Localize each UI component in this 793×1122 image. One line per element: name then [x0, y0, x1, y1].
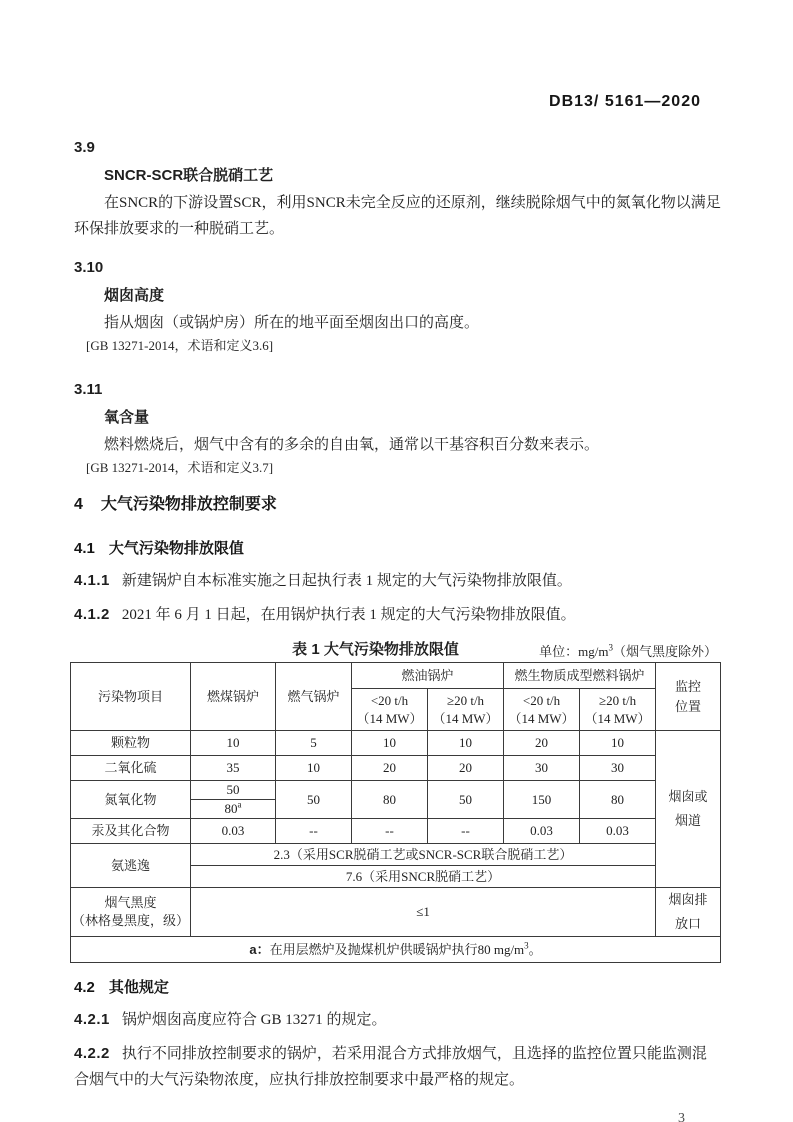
- monitor-flue-cell: [656, 731, 721, 888]
- table-row-blackness: [71, 888, 721, 937]
- clause-number-4-2-2: 4.2.2: [74, 1045, 110, 1062]
- row-label-particulate: 颗粒物: [71, 731, 191, 756]
- section-heading-4-1: [74, 538, 721, 560]
- nox-bio-lt20: 150: [504, 781, 580, 819]
- section-title-4-2: 其他规定: [108, 979, 169, 996]
- term-number-3-9: 3.9: [74, 139, 95, 156]
- term-definition-3-11: 燃料燃烧后，烟气中含有的多余的自由氧，通常以干基容积百分数来表示。: [104, 437, 600, 453]
- unit-prefix: 单位：mg/m: [539, 644, 609, 659]
- ammonia-scr-value: 2.3（采用SCR脱硝工艺或SNCR-SCR联合脱硝工艺）: [191, 844, 656, 866]
- clause-text-4-1-2: 2021 年 6 月 1 日起，在用锅炉执行表 1 规定的大气污染物排放限值。: [121, 607, 576, 623]
- clause-number-4-2-1: 4.2.1: [74, 1011, 110, 1028]
- chapter-title: 大气污染物排放控制要求: [100, 496, 277, 513]
- mercury-bio-ge20: 0.03: [580, 819, 656, 844]
- mercury-coal: 0.03: [191, 819, 276, 844]
- row-label-so2: 二氧化硫: [71, 756, 191, 781]
- unit-superscript: 3: [608, 642, 613, 653]
- section-number-4-2: 4.2: [74, 979, 95, 996]
- table-row-particulate: [71, 731, 721, 756]
- nox-oil-lt20: 80: [352, 781, 428, 819]
- chapter-number: 4: [74, 496, 83, 513]
- footnote-text: 在用层燃炉及抛煤机炉供暖锅炉执行80 mg/m: [269, 941, 525, 957]
- table-footnote: [71, 937, 721, 963]
- blackness-label-line1: 烟气黑度: [104, 895, 157, 910]
- so2-bio-ge20: 30: [580, 756, 656, 781]
- clause-4-1-1: [74, 568, 721, 594]
- col-header-monitor-position: [656, 663, 721, 731]
- page-number: 3: [678, 1111, 685, 1122]
- monitor-flue-label: 烟囱或烟道: [668, 789, 708, 828]
- nox-coal-bottom: [191, 800, 276, 819]
- row-label-nox: 氮氧化物: [71, 781, 191, 819]
- row-label-blackness: [71, 888, 191, 937]
- table-row-ammonia-scr: [71, 844, 721, 866]
- blackness-monitor-cell: [656, 888, 721, 937]
- particulate-oil-ge20: 10: [428, 731, 504, 756]
- col-group-oil-boiler: 燃油锅炉: [352, 663, 504, 689]
- emission-limits-table: [70, 662, 721, 963]
- term-title-3-11: 氧含量: [104, 409, 150, 426]
- col-header-pollutant: 污染物项目: [71, 663, 191, 731]
- lt20-label: <20 t/h: [370, 692, 409, 708]
- so2-gas: 10: [276, 756, 352, 781]
- so2-oil-ge20: 20: [428, 756, 504, 781]
- term-number-3-11: 3.11: [74, 381, 103, 398]
- particulate-bio-lt20: 20: [504, 731, 580, 756]
- nox-footnote-marker: a: [237, 799, 242, 810]
- unit-suffix: （烟气黑度除外）: [612, 644, 717, 659]
- so2-bio-lt20: 30: [504, 756, 580, 781]
- clause-text-4-1-1: 新建锅炉自本标准实施之日起执行表 1 规定的大气污染物排放限值。: [121, 573, 572, 589]
- term-definition-3-10: 指从烟囱（或锅炉房）所在的地平面至烟囱出口的高度。: [104, 315, 480, 331]
- col-header-gas-boiler: 燃气锅炉: [276, 663, 352, 731]
- table-unit-note: [539, 641, 717, 660]
- mw-label: （14 MW）: [432, 710, 499, 726]
- mw-label: （14 MW）: [356, 710, 423, 726]
- term-title-3-9: SNCR-SCR联合脱硝工艺: [104, 167, 274, 184]
- row-label-mercury: 汞及其化合物: [71, 819, 191, 844]
- nox-coal-bottom-value: 80: [224, 801, 238, 816]
- mw-label: （14 MW）: [584, 710, 651, 726]
- table-row-mercury: [71, 819, 721, 844]
- col-header-oil-lt20: [352, 689, 428, 731]
- term-title-3-10: 烟囱高度: [104, 287, 165, 304]
- table-row-so2: [71, 756, 721, 781]
- nox-bio-ge20: 80: [580, 781, 656, 819]
- monitor-position-label: 监控位置: [675, 678, 702, 714]
- mercury-gas: --: [276, 819, 352, 844]
- section-heading-4-2: [74, 977, 721, 999]
- footnote-marker: a：: [249, 941, 270, 957]
- chapter-heading: [74, 494, 721, 516]
- lt20-label: <20 t/h: [522, 692, 561, 708]
- mercury-oil-lt20: --: [352, 819, 428, 844]
- col-header-bio-lt20: [504, 689, 580, 731]
- clause-number-4-1-1: 4.1.1: [74, 572, 110, 589]
- so2-oil-lt20: 20: [352, 756, 428, 781]
- col-header-oil-ge20: [428, 689, 504, 731]
- table-footnote-row: [71, 937, 721, 963]
- particulate-oil-lt20: 10: [352, 731, 428, 756]
- section-number-4-1: 4.1: [74, 540, 95, 557]
- clause-4-2-1: [74, 1007, 721, 1033]
- ammonia-sncr-value: 7.6（采用SNCR脱硝工艺）: [191, 866, 656, 888]
- clause-number-4-1-2: 4.1.2: [74, 606, 110, 623]
- mw-label: （14 MW）: [508, 710, 575, 726]
- blackness-value: ≤1: [191, 888, 656, 937]
- col-header-bio-ge20: [580, 689, 656, 731]
- standard-code: DB13/ 5161—2020: [549, 93, 701, 110]
- col-header-coal-boiler: 燃煤锅炉: [191, 663, 276, 731]
- term-number-3-10: 3.10: [74, 259, 104, 276]
- ge20-label: ≥20 t/h: [598, 692, 637, 708]
- row-label-ammonia: 氨逃逸: [71, 844, 191, 888]
- section-title-4-1: 大气污染物排放限值: [108, 540, 244, 557]
- blackness-monitor-label: 烟囱排放口: [668, 892, 708, 931]
- table-row-nox-top: [71, 781, 721, 800]
- mercury-bio-lt20: 0.03: [504, 819, 580, 844]
- table-caption-row: [74, 638, 721, 662]
- footnote-period: 。: [528, 941, 542, 957]
- nox-gas: 50: [276, 781, 352, 819]
- clause-text-4-2-1: 锅炉烟囱高度应符合 GB 13271 的规定。: [121, 1012, 387, 1028]
- nox-oil-ge20: 50: [428, 781, 504, 819]
- ge20-label: ≥20 t/h: [446, 692, 485, 708]
- mercury-oil-ge20: --: [428, 819, 504, 844]
- particulate-bio-ge20: 10: [580, 731, 656, 756]
- footnote-superscript: 3: [524, 940, 529, 951]
- col-group-biomass-boiler: 燃生物质成型燃料锅炉: [504, 663, 656, 689]
- particulate-gas: 5: [276, 731, 352, 756]
- term-reference-3-10: [GB 13271-2014，术语和定义3.6]: [86, 338, 274, 353]
- table-caption: 表 1 大气污染物排放限值: [292, 641, 459, 658]
- clause-4-2-2: [74, 1041, 721, 1093]
- term-definition-3-9: 在SNCR的下游设置SCR，利用SNCR未完全反应的还原剂，继续脱除烟气中的氮氧化物以满足环保排放要求的一种脱硝工艺。: [74, 195, 721, 237]
- particulate-coal: 10: [191, 731, 276, 756]
- term-reference-3-11: [GB 13271-2014，术语和定义3.7]: [86, 460, 274, 475]
- blackness-label-line2: （林格曼黑度，级）: [71, 913, 189, 928]
- clause-text-4-2-2: 执行不同排放控制要求的锅炉，若采用混合方式排放烟气，且选择的监控位置只能监测混合烟气中的大气污染物浓度，应执行排放控制要求中最严格的规定。: [74, 1046, 707, 1088]
- clause-4-1-2: [74, 602, 721, 628]
- so2-coal: 35: [191, 756, 276, 781]
- nox-coal-top: 50: [191, 781, 276, 800]
